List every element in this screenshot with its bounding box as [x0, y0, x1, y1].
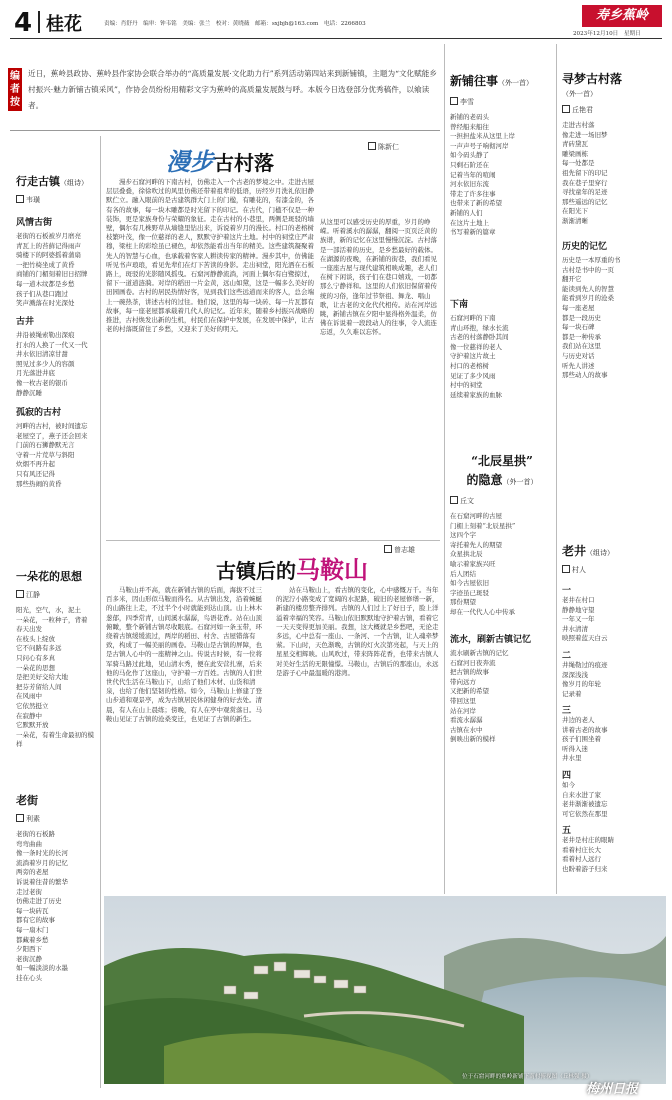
poem-section-heading: 流水，刷新古镇记忆 — [450, 635, 532, 645]
editor-note-text: 近日，蕉岭县政协、蕉岭县作家协会联合举办的“高质量发展·文化助力行”系列活动第四站来到新铺镇，主题为“文化赋能乡村振兴·魅力新铺古镇采风”，作协会员纷纷用精彩文字为蕉岭的高质量发展鼓与呼。本版今日选登部分优秀稿件，以飨读者。 — [28, 69, 437, 110]
river-photo — [104, 896, 666, 1084]
photo-credit: （丘林强 摄） — [557, 1074, 593, 1080]
editor-note-tag: 编者按 — [8, 68, 22, 111]
masthead — [0, 0, 672, 40]
poem-title: 新铺往事 — [450, 74, 499, 88]
photo-caption-text: 位于石窟河畔的蕉岭新铺下南村俯视图 — [462, 1074, 558, 1080]
credits: 责编：肖舒丹 编审：钟韦铭 美编：张兰 校对：黄晓薇 邮箱：sxjbjh@163.com 电话：2266803 — [104, 21, 366, 27]
poem-section-heading: 历史的记忆 — [562, 242, 608, 252]
poem-section-text: 老街的石板被岁月磨亮 青瓦上的苔藓记得雨声 骑楼下的阿婆摇着蒲扇 一把竹椅坐成了黄昏 商铺的门楣刻着旧日招牌 每一道木纹都是乡愁 孩子们从巷口跑过 笑声溅落在时光深处 — [16, 232, 88, 308]
poem-section-text: 流水刷新古镇的记忆 石窟河日夜奔流 把古镇的故事 带向远方 又把新的希望 带回这里 站在河岸 看流水潺潺 古镇在水中 倒映出新的模样 — [450, 649, 509, 744]
poem-title-suffix: （组诗） — [586, 549, 615, 557]
poem-title-suffix: （外一首） — [498, 79, 534, 87]
poem-author: 利素 — [16, 814, 98, 824]
poem-text: 走进古村落 像走进一场旧梦 青砖黛瓦 雕梁画栋 每一处都是 祖先留下的印记 我在巷子里穿行 寻找童年的足迹 那些遥远的记忆 在阳光下 渐渐清晰 — [562, 121, 608, 225]
poem-title: 一朵花的思想 — [16, 570, 82, 583]
poem-text: 老街的石板路 弯弯曲曲 像一条时光的长河 流淌着岁月的记忆 两旁的老屋 诉说着往昔的繁华 走过老街 仿佛走进了历史 每一块砖瓦 都有它的故事 每一扇木门 都藏着乡愁 夕阳西下 老街沉静 如一幅淡淡的水墨 挂在心头 — [16, 830, 68, 982]
poem-section-number: 三 — [562, 706, 572, 716]
article-body-right: 站在马鞍山上，看古镇的变化，心中感慨万千。当年的泥泞小路变成了宽阔的水泥路，破旧的老屋修缮一新，新建的楼房整齐排列。古镇的人们过上了好日子，脸上洋溢着幸福的笑容。马鞍山依旧默默地守护着古镇，看着它一天天变得更加美丽。我想，这大概就是乡愁吧，无论走多远，心中总有一座山、一条河、一个古镇，让人魂牵梦萦。下山时，天色渐晚，古镇的灯火次第亮起，与天上的星星交相辉映。山风吹过，带来阵阵花香，也带来古镇人对美好生活的无限憧憬。马鞍山，古镇后的那座山，永远是游子心中最温暖的港湾。 — [276, 586, 439, 677]
poem-walking-ancient-town — [16, 170, 98, 560]
article-body: 漫步石窟河畔的下南古村，仿佛走入一个古老的梦境之中。走进古屋层层叠叠，徐徐吹过的风里仿佛还带着祖辈的低语，历经岁月洗礼依旧静默伫立。融入眼前的是古建筑群大门上的门楹，有雕花的，有漆金的，各有各的故事，每一块木雕都是时光留下的印记。在古代，门楹不仅是一种装饰，更是家族身份与荣耀的象征。走在古村的小巷里，两侧是斑驳的墙壁，偶尔有几株野草从墙缝里钻出来，诉说着岁月的漫长。村口的老榕树枝繁叶茂，像一位慈祥的老人，默默守护着这片土地。村中的祠堂庄严肃穆，梁柱上的彩绘虽已褪色，却依然能看出当年的精美。这些建筑凝聚着先人的智慧与心血，也承载着客家人耕读传家的精神。漫步其中，仿佛能听见书声琅琅，看见先辈们在灯下苦读的身影。走出祠堂，阳光洒在石板路上，斑驳的光影随风摇曳。石窟河静静流淌，河面上偶尔有白鹭掠过，留下一道道涟漪。对岸的稻田一片金黄，远山如黛，这是一幅多么美好的田园画卷。古村的居民热情好客，见到我们这些远道而来的客人，总会端上一碗热茶，讲述古村的过往。他们说，这里的每一块砖、每一片瓦都有故事，每一座老屋都承载着几代人的记忆。近年来，随着乡村振兴战略的推进，古村焕发出新的生机，村民们在保护中发展，在发展中保护，让古老的村落既留住了乡愁，又迎来了美好的明天。 — [106, 178, 314, 334]
poem-old-well — [562, 540, 666, 892]
poem-section-heading: 古井 — [16, 317, 35, 327]
poem-title-line2: 的隐意 — [466, 473, 503, 487]
section-title: 桂花 — [46, 14, 82, 35]
poem-section-text: 如今 自来水进了家 老井渐渐被遗忘 可它依然在那里 — [562, 781, 608, 818]
poem-section-heading: 下南 — [450, 300, 469, 310]
poem-section-number: 五 — [562, 826, 572, 836]
poem-section-text: 历史是一本厚重的书 古村是书中的一页 翻开它 能读到先人的智慧 能看到岁月的沧桑 每一座老屋 都是一段历史 每一块石碑 都是一种传承 我们站在这里 与历史对话 听先人讲述 那些动人的故事 — [562, 256, 621, 380]
poem-section-number: 二 — [562, 651, 572, 661]
poem-author: 江静 — [16, 590, 98, 600]
poem-section-text: 井边的老人 讲着古老的故事 孩子们围坐着 听得入迷 井水里 — [562, 716, 608, 763]
malingshan-article — [106, 544, 440, 892]
poem-section-heading: 风情古街 — [16, 218, 53, 228]
poem-title: “北辰星拱” — [471, 454, 533, 468]
masthead-logo: 寿乡蕉岭 — [582, 5, 662, 27]
main-article — [106, 136, 440, 536]
title-accent: 马鞍山 — [296, 555, 368, 584]
footer-logo: 梅州日报 — [586, 1082, 639, 1097]
poem-flower-thoughts — [16, 568, 98, 778]
poem-author: 丘文 — [450, 496, 554, 506]
poem-xinpu-past — [450, 70, 554, 442]
article-title — [216, 550, 368, 585]
article-author: 陈新仁 — [368, 142, 399, 152]
poem-beichen — [450, 452, 554, 892]
editor-note — [8, 64, 440, 126]
poem-title-suffix: （外一首） — [562, 90, 597, 98]
poem-section-text: 井绳勒过的痕迹 深深浅浅 像岁月的年轮 记录着 — [562, 661, 608, 698]
poem-author: 李雪 — [450, 97, 554, 107]
article-body: 马鞍山并不高，就在新铺古镇的后面，海拔不过三百多米，因山形似马鞍而得名。从古镇出发，沿着蜿蜒的山路往上走，不过半个小时就能到达山顶。山上林木葱郁，四季常青，山间溪水潺潺，鸟语花香。站在山顶俯瞰，整个新铺古镇尽收眼底。石窟河如一条玉带，环绕着古镇缓缓流过，两岸的稻田、村舍、古屋错落有致，构成了一幅美丽的画卷。马鞍山是古镇的屏障，也是古镇人心中的一座精神之山。传说古时候，有一位将军骑马路过此地，见山清水秀，便在此安营扎寨，后来他的马化作了这座山，守护着一方百姓。古镇的人们世世代代生活在马鞍山下，山给了他们木材、山货和清泉，也给了他们坚韧的性格。如今，马鞍山上修建了登山步道和观景亭，成为古镇居民休闲健身的好去处。清晨，有人在山上晨练；傍晚，有人在亭中观赏落日。马鞍山见证了古镇的沧桑变迁，也见证了古镇的新生。 — [106, 586, 262, 723]
poem-section-number: 一 — [562, 586, 572, 596]
poem-section-number: 四 — [562, 771, 572, 781]
landscape-image — [104, 896, 666, 1084]
poem-title: 老街 — [16, 794, 38, 807]
page-number: 4 — [14, 8, 33, 38]
poem-text: 在石窟河畔的古屋 门楣上刻着“北辰星拱” 这四个字 寄托着先人的期望 众星拱北辰 喻示着家族兴旺 后人团结 如今古屋依旧 字迹虽已斑驳 那份期望 却在一代代人心中传承 — [450, 512, 516, 616]
poem-title: 行走古镇 — [16, 175, 60, 188]
article-author: 曾志雄 — [384, 545, 415, 555]
poem-section-text: 河畔的古村，被时间遗忘 老屋空了，燕子还会回来 门前的石狮静默无言 守着一片荒草与斜阳 炊烟不再升起 只有风还记得 那些热闹的黄昏 — [16, 422, 88, 488]
poem-title: 寻梦古村落 — [562, 72, 623, 86]
poem-seeking-village — [562, 70, 666, 510]
poem-section-text: 老井是村庄的眼睛 看着村庄长大 看着村人远行 也盼着游子归来 — [562, 836, 614, 873]
poem-title-suffix: （外一首） — [502, 478, 538, 486]
photo-caption — [462, 1072, 592, 1080]
poem-author: 韦璜 — [16, 195, 98, 205]
article-title — [166, 142, 274, 177]
poem-text: 阳光，空气，水，泥土 一朵花，一粒种子，背着 春天出发 在枝头上绽放 它不问路有多远 只问心有多真 一朵花的思想 是把美好交给大地 把芬芳留给人间 在风雨中 它依然挺立 在寂静中 它默默开放 一朵花，有着生命最初的模样 — [16, 606, 94, 749]
poem-section-heading: 孤寂的古村 — [16, 408, 62, 418]
poem-author: 村人 — [562, 565, 666, 575]
article-body-right: 从这里可以感受历史的厚重，岁月的峥嵘。听着溪水的潺潺，翻阅一页页泛黄的族谱，新的记忆在这里慢慢沉淀。古村落是一部活着的历史，是乡愁最好的载体。在湖源的夜晚，在新铺的街巷，我们看见一座座古屋与现代建筑相映成趣，老人们在树下闲谈，孩子们在巷口嬉戏，一切都那么宁静祥和。这里的人们依旧保留着传统的习俗，逢年过节祭祖、舞龙、唱山歌，让古老的文化代代相传。站在河岸远眺，新铺古镇在夕阳中显得格外温柔，仿佛在诉说着一段段动人的往事，令人流连忘返，久久难以忘怀。 — [320, 218, 437, 337]
poem-section-text: 老井在村口 静静地守望 一年又一年 井水清清 映照着蓝天白云 — [562, 596, 608, 643]
poem-title-suffix: （组诗） — [60, 179, 88, 187]
title-main: 古村落 — [214, 151, 274, 175]
title-main: 古镇后的 — [216, 559, 296, 583]
poem-old-street — [16, 792, 98, 1088]
poem-section-text: 井沿被绳索勒出深痕 打水的人换了一代又一代 井水依旧清凉甘甜 照见过多少人的容颜 月光落进井底 像一枚古老的银币 静静沉睡 — [16, 331, 88, 397]
poem-author: 丘艳君 — [562, 105, 666, 115]
poem-section-text: 石窟河畔的下南 青山环抱，绿水长流 古老的村落静卧其间 像一位慈祥的老人 守护着这片故土 村口的老榕树 见证了多少风雨 村中的祠堂 延续着家族的血脉 — [450, 314, 509, 399]
date: 2023年12月10日 星期日 — [573, 31, 641, 37]
poem-text: 新铺的老码头 曾经船来船往 一担担盐米从这里上岸 一声声号子响彻河岸 如今码头静了 只剩石阶还在 记着当年的喧闹 河水依旧东流 带走了许多往事 也带来了新的希望 新铺的人们 在这片土地上 书写着新的篇章 — [450, 113, 515, 237]
poem-title: 老井 — [562, 544, 587, 558]
title-accent: 漫步 — [166, 147, 214, 176]
